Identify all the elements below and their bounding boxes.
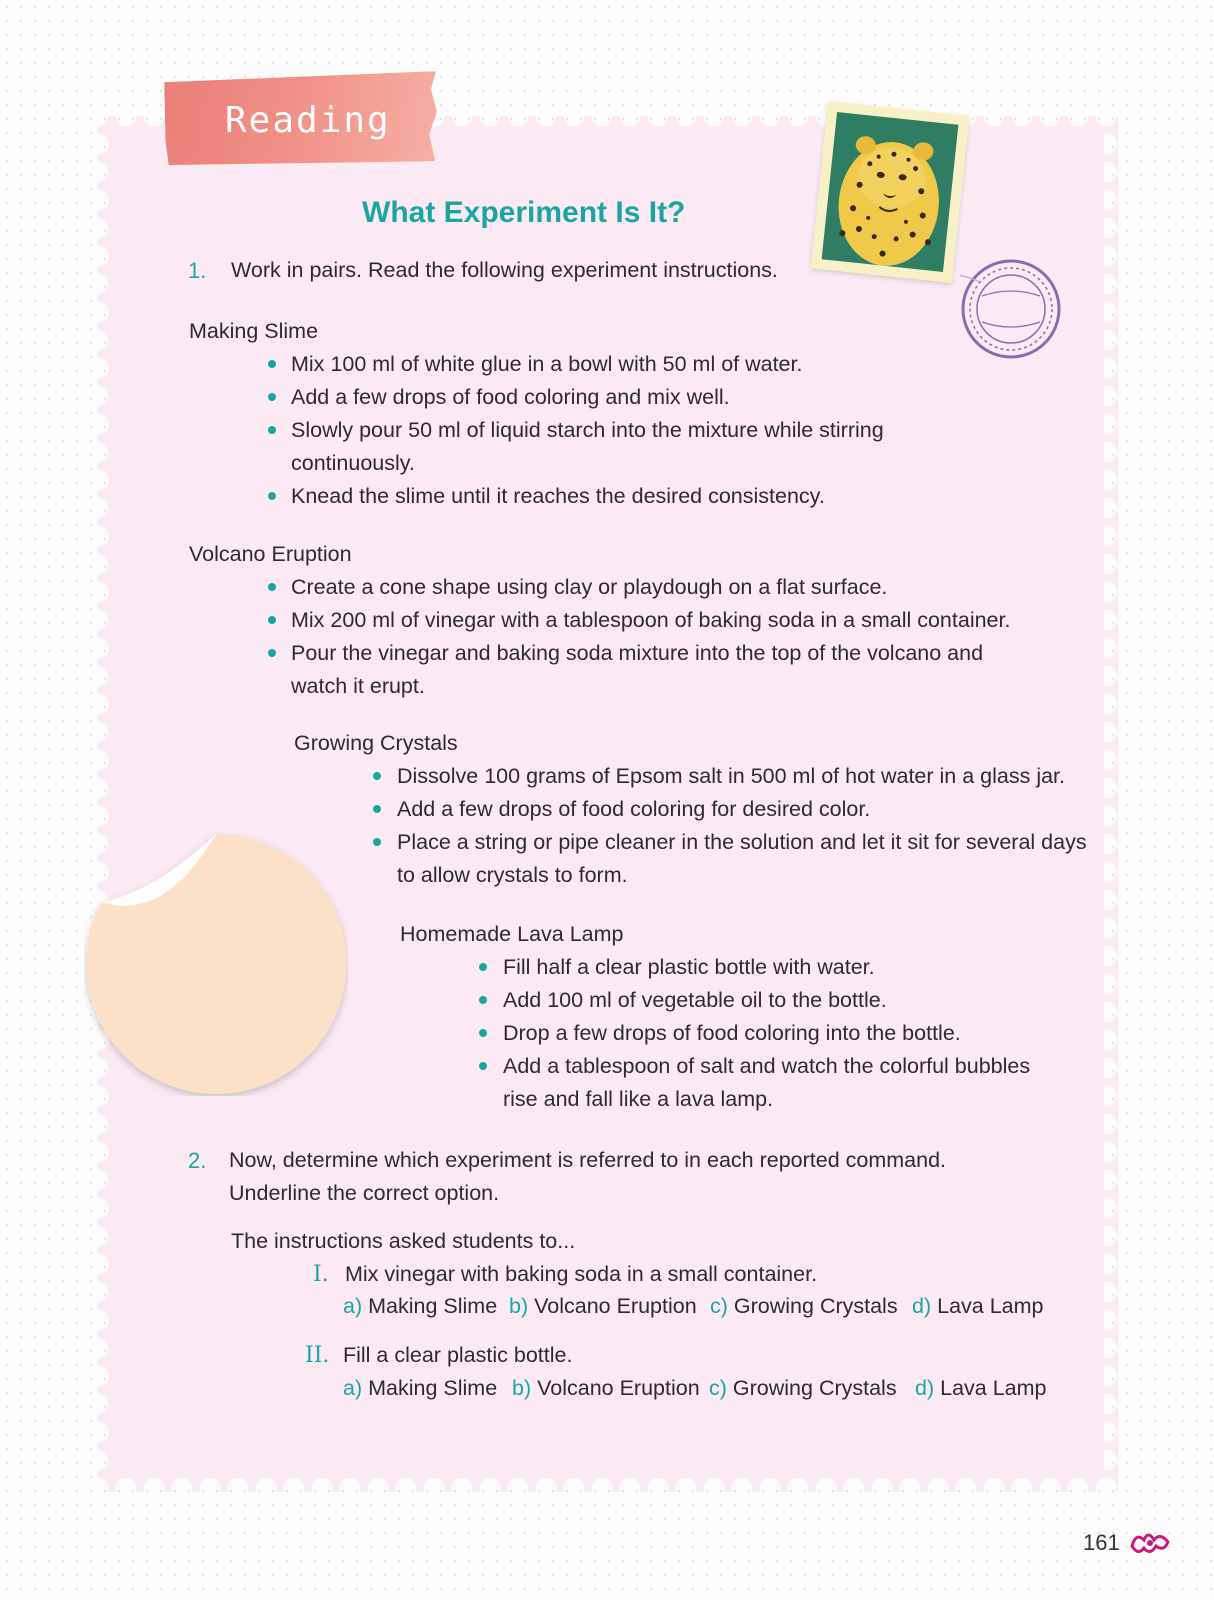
bullet xyxy=(479,996,487,1004)
step-continuation: watch it erupt. xyxy=(291,674,425,698)
bullet xyxy=(268,616,276,624)
option-letter: d) xyxy=(912,1294,932,1318)
option-a[interactable] xyxy=(343,1376,497,1401)
bullet xyxy=(268,426,276,434)
step: Add 100 ml of vegetable oil to the bottle. xyxy=(503,988,887,1012)
question-text: Mix vinegar with baking soda in a small container. xyxy=(345,1262,818,1286)
publisher-logo-icon xyxy=(1128,1528,1172,1558)
step: Knead the slime until it reaches the desired consistency. xyxy=(291,484,825,508)
step: Mix 200 ml of vinegar with a tablespoon of baking soda in a small container. xyxy=(291,608,1011,632)
task-2-instruction-line-2: Underline the correct option. xyxy=(229,1181,500,1205)
step: Pour the vinegar and baking soda mixture into the top of the volcano and xyxy=(291,641,984,665)
option-a[interactable] xyxy=(343,1294,497,1319)
step: Add a few drops of food coloring and mix well. xyxy=(291,385,730,409)
option-letter: d) xyxy=(915,1376,935,1400)
option-d[interactable] xyxy=(912,1294,1044,1319)
option-label: Volcano Eruption xyxy=(534,1294,697,1318)
option-letter: a) xyxy=(343,1376,363,1400)
experiment-heading: Growing Crystals xyxy=(294,731,458,755)
question-text: Fill a clear plastic bottle. xyxy=(343,1343,573,1367)
option-label: Growing Crystals xyxy=(732,1376,897,1400)
page-number: 161 xyxy=(1083,1530,1120,1555)
bullet xyxy=(479,1062,487,1070)
postmark-circle-icon xyxy=(960,258,1062,360)
option-letter: a) xyxy=(343,1294,363,1318)
task-1-number: 1. xyxy=(188,258,207,283)
step: Slowly pour 50 ml of liquid starch into the mixture while stirring xyxy=(291,418,884,442)
step: Add a tablespoon of salt and watch the colorful bubbles xyxy=(503,1054,1031,1078)
option-label: Lava Lamp xyxy=(940,1376,1047,1400)
option-label: Growing Crystals xyxy=(733,1294,898,1318)
task-2-instruction: Now, determine which experiment is referred to in each reported command. xyxy=(229,1148,947,1172)
option-d[interactable] xyxy=(915,1376,1047,1401)
bullet xyxy=(479,963,487,971)
option-label: Volcano Eruption xyxy=(537,1376,700,1400)
step-continuation: continuously. xyxy=(291,451,415,475)
step: Drop a few drops of food coloring into the bottle. xyxy=(503,1021,961,1045)
option-label: Making Slime xyxy=(368,1376,498,1400)
option-letter: b) xyxy=(512,1376,532,1400)
experiment-heading: Making Slime xyxy=(189,319,319,343)
step-continuation: rise and fall like a lava lamp. xyxy=(503,1087,774,1111)
bullet xyxy=(373,805,381,813)
bullet xyxy=(373,838,381,846)
option-letter: b) xyxy=(509,1294,529,1318)
leopard-stamp-icon xyxy=(811,101,970,283)
bullet xyxy=(373,772,381,780)
bullet xyxy=(479,1029,487,1037)
option-b[interactable] xyxy=(512,1376,700,1401)
step: Place a string or pipe cleaner in the solution and let it sit for several days xyxy=(397,830,1087,854)
bullet xyxy=(268,492,276,500)
question-numeral: I. xyxy=(313,1262,329,1287)
option-label: Lava Lamp xyxy=(937,1294,1044,1318)
option-c[interactable] xyxy=(710,1294,898,1319)
step: Create a cone shape using clay or playdough on a flat surface. xyxy=(291,575,888,599)
step: Fill half a clear plastic bottle with water. xyxy=(503,955,875,979)
option-b[interactable] xyxy=(509,1294,697,1319)
question-numeral: II. xyxy=(305,1343,330,1368)
step: Mix 100 ml of white glue in a bowl with 50 ml of water. xyxy=(291,352,803,376)
page-title: What Experiment Is It? xyxy=(362,196,686,229)
step: Add a few drops of food coloring for desired color. xyxy=(397,797,871,821)
bullet xyxy=(268,649,276,657)
bullet xyxy=(268,360,276,368)
task-2-lead: The instructions asked students to... xyxy=(231,1229,576,1253)
option-letter: c) xyxy=(709,1376,727,1400)
option-c[interactable] xyxy=(709,1376,897,1401)
peeling-sticker-icon xyxy=(84,832,348,1096)
bullet xyxy=(268,583,276,591)
experiment-heading: Volcano Eruption xyxy=(189,542,352,566)
task-2-number: 2. xyxy=(188,1148,207,1173)
experiment-heading: Homemade Lava Lamp xyxy=(400,922,624,946)
step-continuation: to allow crystals to form. xyxy=(397,863,628,887)
step: Dissolve 100 grams of Epsom salt in 500 ml of hot water in a glass jar. xyxy=(397,764,1066,788)
option-label: Making Slime xyxy=(368,1294,498,1318)
bullet xyxy=(268,393,276,401)
option-letter: c) xyxy=(710,1294,728,1318)
section-label: Reading xyxy=(225,100,391,141)
task-1-instruction: Work in pairs. Read the following experiment instructions. xyxy=(231,258,778,282)
